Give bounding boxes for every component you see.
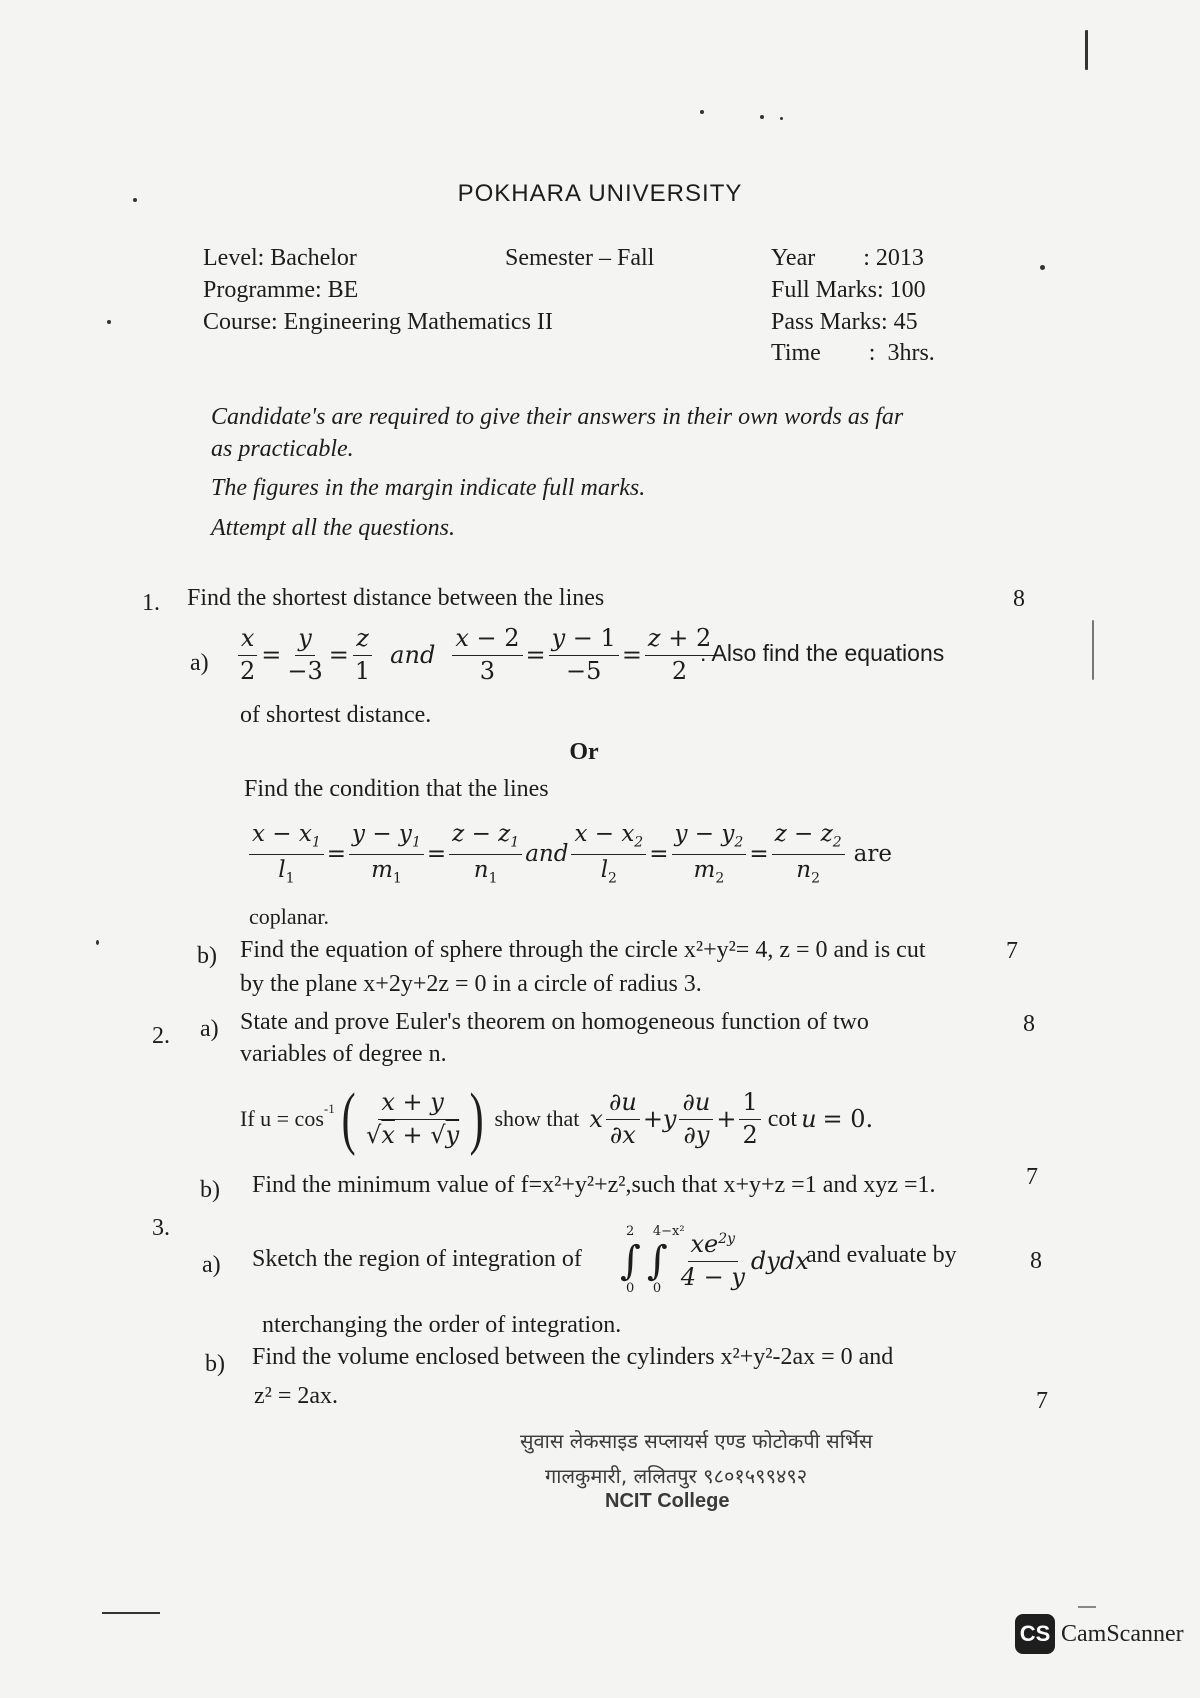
q1b-line-2: by the plane x+2y+2z = 0 in a circle of radius 3.	[240, 971, 702, 997]
or-separator: Or	[569, 739, 599, 765]
pass-marks-label: Pass Marks: 45	[771, 309, 918, 335]
q1b-marks: 7	[1006, 938, 1018, 964]
are-text: are	[853, 841, 892, 867]
scan-speck	[700, 110, 704, 114]
show-that-text: show that	[494, 1106, 580, 1131]
scan-speck	[1040, 265, 1045, 270]
and-text: and	[525, 841, 569, 867]
scan-speck	[96, 940, 99, 945]
coplanar-condition-equations: $\frac{x - x_1}{l_1}$ = $\frac{y - y_1}{m_1}$ = $\frac{z - z_1}{n_1}$ and $\frac{x - x_2}{l_2}$ = $\frac{y - y_2}{m_2}$ = $\frac{z - z_2}{n_2}$ are	[246, 815, 892, 893]
q3b-line-1: Find the volume enclosed between the cylinders x²+y²-2ax = 0 and	[252, 1344, 894, 1370]
q1b-line-1: Find the equation of sphere through the circle x²+y²= 4, z = 0 and is cut	[240, 937, 926, 963]
university-title: POKHARA UNIVERSITY	[457, 180, 743, 207]
integral-sign-inner: ∫ 4−x² 0	[646, 1224, 685, 1296]
q3b-marks: 7	[1036, 1388, 1048, 1414]
q1a-marks: 8	[1013, 586, 1025, 612]
shop-stamp-line-1: सुवास लेकसाइड सप्लायर्स एण्ड फोटोकपी सर्भिस	[520, 1429, 873, 1453]
shop-stamp-line-3: NCIT College	[605, 1490, 730, 1512]
year-label: Year : 2013	[771, 245, 924, 271]
q1-stem: Find the shortest distance between the lines	[187, 585, 605, 611]
scan-speck	[760, 115, 764, 119]
instruction-line-3: The figures in the margin indicate full marks.	[211, 475, 646, 501]
scan-edge-mark	[1085, 30, 1088, 70]
q2a-line-2: variables of degree n.	[240, 1041, 447, 1067]
instruction-line-2: as practicable.	[211, 436, 354, 462]
coplanar-text: coplanar.	[249, 904, 330, 929]
q2-number: 2.	[152, 1023, 170, 1049]
q1a-label: a)	[190, 650, 209, 676]
q2a-marks: 8	[1023, 1011, 1035, 1037]
time-label: Time : 3hrs.	[771, 340, 935, 366]
q1a-continuation: of shortest distance.	[240, 702, 432, 728]
instruction-line-1: Candidate's are required to give their answers in their own words as far	[211, 404, 904, 430]
q3b-line-2: z² = 2ax.	[254, 1383, 339, 1409]
q3a-continuation: nterchanging the order of integration.	[262, 1312, 622, 1338]
semester-label: Semester – Fall	[505, 245, 655, 271]
q1b-label: b)	[197, 943, 217, 969]
cot-text: cot	[767, 1105, 798, 1132]
course-label: Course: Engineering Mathematics II	[203, 309, 553, 335]
full-marks-label: Full Marks: 100	[771, 277, 926, 303]
q2b-text: Find the minimum value of f=x²+y²+z²,such that x+y+z =1 and xyz =1.	[252, 1172, 936, 1198]
q1a-tail: . Also find the equations	[700, 640, 945, 666]
inverse-superscript: -1	[323, 1101, 335, 1116]
q2b-label: b)	[200, 1177, 220, 1203]
q3a-label: a)	[202, 1252, 221, 1278]
q3a-tail: and evaluate by	[806, 1242, 957, 1268]
if-u-text: If u = cos	[240, 1106, 324, 1131]
q1a-line-equations: $\frac{x}{2}$ = $\frac{y}{-3}$ = $\frac{z}{1}$ and $\frac{x - 2}{3}$ = $\frac{y - 1}{-5}$ = $\frac{z + 2}{2}$	[234, 620, 717, 690]
q2a-euler-problem: If u = cos $^{-1}$ ( $\frac{x + y}{√x + √y}$ ) show that x $\frac{\partial u}{\partial x}$ + y $\frac{\partial u}{\partial y}$ + $\frac{1}{2}$ cot u = 0.	[240, 1080, 874, 1157]
instruction-line-4: Attempt all the questions.	[211, 515, 455, 541]
q2a-line-1: State and prove Euler's theorem on homogeneous function of two	[240, 1009, 869, 1035]
scan-bottom-mark	[1078, 1606, 1096, 1608]
and-text: and	[390, 641, 436, 669]
camscanner-name: CamScanner	[1061, 1620, 1184, 1647]
scan-speck	[780, 117, 783, 120]
level-label: Level: Bachelor	[203, 245, 357, 271]
camscanner-watermark	[1015, 1614, 1184, 1654]
left-paren: (	[341, 1080, 356, 1157]
camscanner-logo-icon: CS	[1015, 1614, 1055, 1654]
scan-speck	[107, 320, 111, 324]
shop-stamp-line-2: गालकुमारी, ललितपुर ९८०१५९९४९२	[545, 1464, 808, 1488]
q3a-double-integral: ∫ 2 0 ∫ 4−x² 0 $\frac{xe^{2y}}{4 - y}$ dydx	[620, 1224, 809, 1296]
q2a-label: a)	[200, 1016, 219, 1042]
or-question-text: Find the condition that the lines	[244, 776, 549, 802]
q2b-marks: 7	[1026, 1164, 1038, 1190]
q3a-marks: 8	[1030, 1248, 1042, 1274]
q3b-label: b)	[205, 1351, 225, 1377]
q3a-text: Sketch the region of integration of	[252, 1246, 582, 1272]
q3-number: 3.	[152, 1215, 170, 1241]
scan-bottom-rule	[102, 1612, 160, 1614]
right-paren: )	[469, 1080, 484, 1157]
q1-number: 1.	[142, 590, 160, 616]
scan-edge-mark	[1092, 620, 1094, 680]
programme-label: Programme: BE	[203, 277, 359, 303]
integral-sign-outer: ∫ 2 0	[620, 1224, 641, 1296]
